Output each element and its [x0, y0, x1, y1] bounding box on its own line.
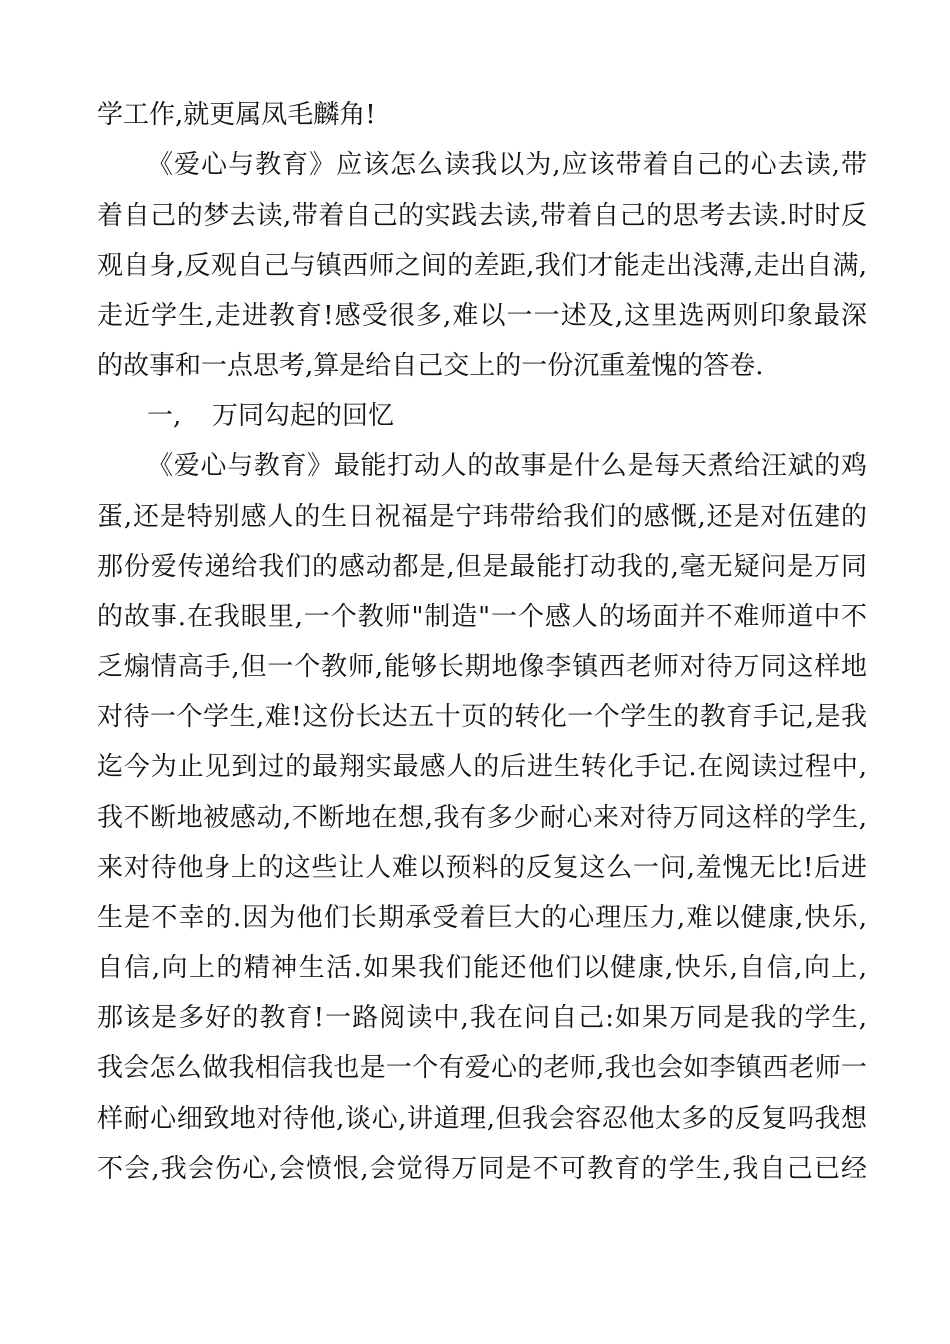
paragraph-line: 《爱心与教育》应该怎么读我以为,应该带着自己的心去读,带 [147, 150, 867, 180]
section-heading [0, 396, 950, 436]
paragraph-line: 走近学生,走进教育!感受很多,难以一一述及,这里选两则印象最深 [97, 301, 867, 331]
paragraph-line: 对待一个学生,难!这份长达五十页的转化一个学生的教育手记,是我 [97, 702, 867, 732]
paragraph-line: 迄今为止见到过的最翔实最感人的后进生转化手记.在阅读过程中, [97, 752, 867, 782]
paragraph-line: 样耐心细致地对待他,谈心,讲道理,但我会容忍他太多的反复吗我想 [97, 1104, 867, 1134]
paragraph-line: 学工作,就更属凤毛麟角! [97, 100, 376, 130]
paragraph-line: 的故事和一点思考,算是给自己交上的一份沉重羞愧的答卷. [97, 351, 764, 381]
section-number: 一, [147, 401, 182, 431]
paragraph-line: 生是不幸的.因为他们长期承受着巨大的心理压力,难以健康,快乐, [97, 903, 867, 933]
paragraph-line: 不会,我会伤心,会愤恨,会觉得万同是不可教育的学生,我自己已经 [97, 1154, 867, 1184]
paragraph-line: 我会怎么做我相信我也是一个有爱心的老师,我也会如李镇西老师一 [97, 1053, 867, 1083]
paragraph-line: 观自身,反观自己与镇西师之间的差距,我们才能走出浅薄,走出自满, [97, 251, 867, 281]
paragraph-line: 我不断地被感动,不断地在想,我有多少耐心来对待万同这样的学生, [97, 803, 867, 833]
paragraph-line: 自信,向上的精神生活.如果我们能还他们以健康,快乐,自信,向上, [97, 953, 867, 983]
paragraph-line: 乏煽情高手,但一个教师,能够长期地像李镇西老师对待万同这样地 [97, 652, 867, 682]
paragraph-line: 那份爱传递给我们的感动都是,但是最能打动我的,毫无疑问是万同 [97, 552, 867, 582]
paragraph-line: 来对待他身上的这些让人难以预料的反复这么一问,羞愧无比!后进 [97, 853, 867, 883]
paragraph-line: 那该是多好的教育!一路阅读中,我在问自己:如果万同是我的学生, [97, 1003, 867, 1033]
section-title: 万同勾起的回忆 [212, 401, 395, 431]
paragraph-line: 蛋,还是特别感人的生日祝福是宁玮带给我们的感慨,还是对伍建的 [97, 502, 867, 532]
paragraph-line: 的故事.在我眼里,一个教师"制造"一个感人的场面并不难师道中不 [97, 602, 867, 632]
paragraph-line: 《爱心与教育》最能打动人的故事是什么是每天煮给汪斌的鸡 [147, 451, 867, 481]
paragraph-line: 着自己的梦去读,带着自己的实践去读,带着自己的思考去读.时时反 [97, 201, 867, 231]
